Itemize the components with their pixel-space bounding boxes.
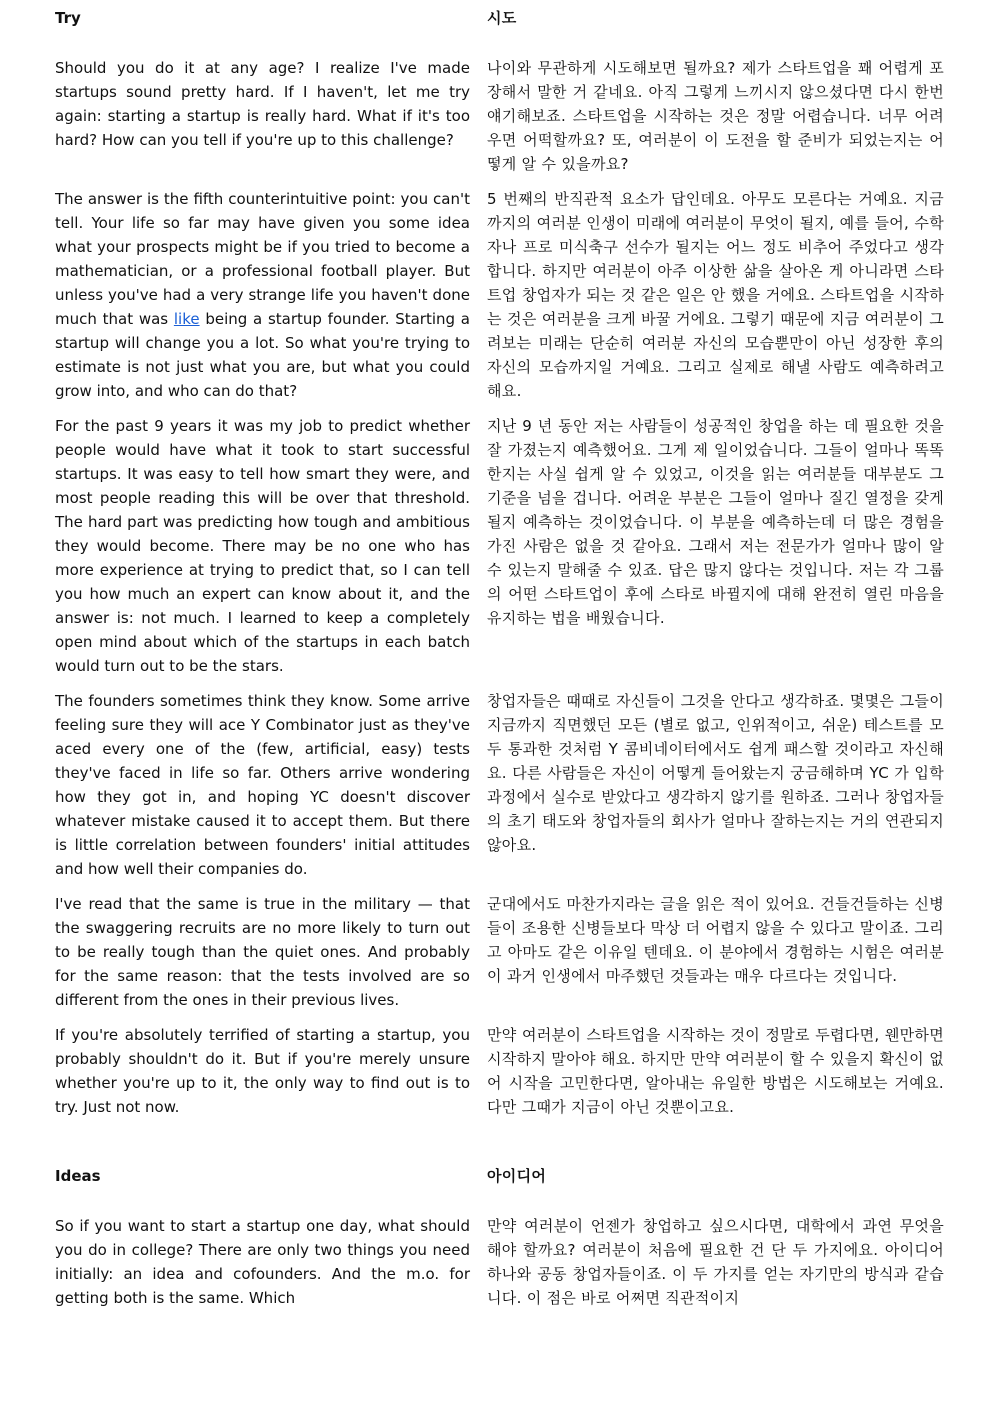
- paragraph-ko: 군대에서도 마찬가지라는 글을 읽은 적이 있어요. 건들건들하는 신병들이 조용한 신병들보다 막상 더 어렵지 않을 수 있다고 말이죠. 그리고 아마도 같은 이유일 텐데요. 이 분야에서 경험하는 시험은 여러분이 과거 인생에서 마주했던 것들과는 매우 다르다는 것입니다.: [487, 895, 944, 985]
- section-heading-row: [55, 1164, 944, 1188]
- section-heading-ko: 아이디어: [487, 1167, 547, 1185]
- paragraph-row: [55, 187, 944, 403]
- section-heading-en: Ideas: [55, 1167, 101, 1185]
- paragraph-ko: 만약 여러분이 스타트업을 시작하는 것이 정말로 두렵다면, 웬만하면 시작하지 말아야 해요. 하지만 만약 여러분이 할 수 있을지 확신이 없어 시작을 고민한다면, 알아내는 유일한 방법은 시도해보는 거예요. 다만 그때가 지금이 아닌 것뿐이고요.: [487, 1026, 944, 1116]
- spacer: [55, 1130, 944, 1164]
- paragraph-row: [55, 689, 944, 881]
- paragraph-row: [55, 892, 944, 1012]
- section-heading-row: [55, 6, 944, 30]
- paragraph-ko: 5 번째의 반직관적 요소가 답인데요. 아무도 모른다는 거예요. 지금까지의 여러분 인생이 미래에 여러분이 무엇이 될지, 예를 들어, 수학자나 프로 미식축구 선수가 될지는 어느 정도 비추어 주었다고 생각합니다. 하지만 여러분이 아주 이상한 삶을 살아온 게 아니라면 스타트업 창업자가 되는 것 같은 일은 안 했을 거에요. 스타트업을 시작하는 것은 여러분을 크게 바꿀 거에요. 그렇기 때문에 지금 여러분이 그려보는 미래는 단순히 여러분 자신의 모습뿐만이 아닌 성장한 후의 자신의 모습까지일 거예요. 그리고 실제로 해낼 사람도 예측하려고 해요.: [487, 190, 944, 400]
- paragraph-ko: 만약 여러분이 언젠가 창업하고 싶으시다면, 대학에서 과연 무엇을 해야 할까요? 여러분이 처음에 필요한 건 단 두 가지에요. 아이디어 하나와 공동 창업자들이죠. 이 두 가지를 얻는 자기만의 방식과 같습니다. 이 점은 바로 어쩌면 직관적이지: [487, 1217, 944, 1307]
- paragraph-en: The founders sometimes think they know. Some arrive feeling sure they will ace Y Combinator just as they've aced every one of the (few, artificial, easy) tests they've faced in life so far. Others arrive wondering how they got in, and hoping YC doesn't discover whatever mistake caused it to accept them. But there is little correlation between founders' initial attitudes and how well their companies do.: [55, 692, 470, 878]
- paragraph-row: [55, 56, 944, 176]
- paragraph-en: So if you want to start a startup one day, what should you do in college? There are only two things you need initially: an idea and cofounders. And the m.o. for getting both is the same. Which: [55, 1217, 470, 1307]
- text: The answer is the fifth counterintuitive point: you can't tell. Your life so far may have given you some idea what your prospects might be if you tried to become a mathematician, or a professional football player. But unless you've had a very strange life you haven't done much that was: [55, 190, 470, 328]
- paragraph-en: For the past 9 years it was my job to predict whether people would have what it took to start successful startups. It was easy to tell how smart they were, and most people reading this will be over that threshold. The hard part was predicting how tough and ambitious they would become. There may be no one who has more experience at trying to predict that, so I can tell you how much an expert can know about it, and the answer is: not much. I learned to keep a completely open mind about which of the startups in each batch would turn out to be the stars.: [55, 417, 470, 675]
- section-heading-en: Try: [55, 9, 81, 27]
- paragraph-en: Should you do it at any age? I realize I've made startups sound pretty hard. If I haven't, let me try again: starting a startup is really hard. What if it's too hard? How can you tell if you're up to this challenge?: [55, 59, 470, 149]
- bilingual-document: [55, 6, 944, 1321]
- paragraph-en: I've read that the same is true in the military — that the swaggering recruits are no more likely to turn out to be really tough than the quiet ones. And probably for the same reason: that the tests involved are so different from the ones in their previous lives.: [55, 895, 470, 1009]
- text: being a startup founder. Starting a startup will change you a lot. So what you're trying to estimate is not just what you are, but what you could grow into, and who can do that?: [55, 310, 470, 400]
- paragraph-en: If you're absolutely terrified of starting a startup, you probably shouldn't do it. But if you're merely unsure whether you're up to it, the only way to find out is to try. Just not now.: [55, 1026, 470, 1116]
- section-heading-ko: 시도: [487, 9, 517, 27]
- paragraph-ko: 창업자들은 때때로 자신들이 그것을 안다고 생각하죠. 몇몇은 그들이 지금까지 직면했던 모든 (별로 없고, 인위적이고, 쉬운) 테스트를 모두 통과한 것처럼 Y 콤비네이터에서도 쉽게 패스할 것이라고 자신해요. 다른 사람들은 자신이 어떻게 들어왔는지 궁금해하며 YC 가 입학 과정에서 실수로 받았다고 생각하지 않기를 원하죠. 그러나 창업자들의 초기 태도와 창업자들의 회사가 얼마나 잘하는지는 거의 연관되지 않아요.: [487, 692, 944, 854]
- paragraph-ko: 나이와 무관하게 시도해보면 될까요? 제가 스타트업을 꽤 어렵게 포장해서 말한 거 같네요. 아직 그렇게 느끼시지 않으셨다면 다시 한번 얘기해보죠. 스타트업을 시작하는 것은 정말 어렵습니다. 너무 어려우면 어떡할까요? 또, 여러분이 이 도전을 할 준비가 되었는지는 어떻게 알 수 있을까요?: [487, 59, 944, 173]
- paragraph-ko: 지난 9 년 동안 저는 사람들이 성공적인 창업을 하는 데 필요한 것을 잘 가졌는지 예측했어요. 그게 제 일이었습니다. 그들이 얼마나 똑똑한지는 사실 쉽게 알 수 있었고, 이것을 읽는 여러분들 대부분도 그 기준을 넘을 겁니다. 어려운 부분은 그들이 얼마나 질긴 열정을 갖게 될지 예측하는 것이었습니다. 이 부분을 예측하는데 더 많은 경험을 가진 사람은 없을 것 같아요. 그래서 저는 전문가가 얼마나 많이 알 수 있는지 말해줄 수 있죠. 답은 많지 않다는 것입니다. 저는 각 그룹의 어떤 스타트업이 후에 스타로 바뀔지에 대해 완전히 열린 마음을 유지하는 법을 배웠습니다.: [487, 417, 944, 627]
- paragraph-row: [55, 1214, 944, 1310]
- paragraph-row: [55, 414, 944, 678]
- like-link[interactable]: like: [173, 310, 200, 328]
- paragraph-row: [55, 1023, 944, 1119]
- paragraph-en: [55, 187, 470, 403]
